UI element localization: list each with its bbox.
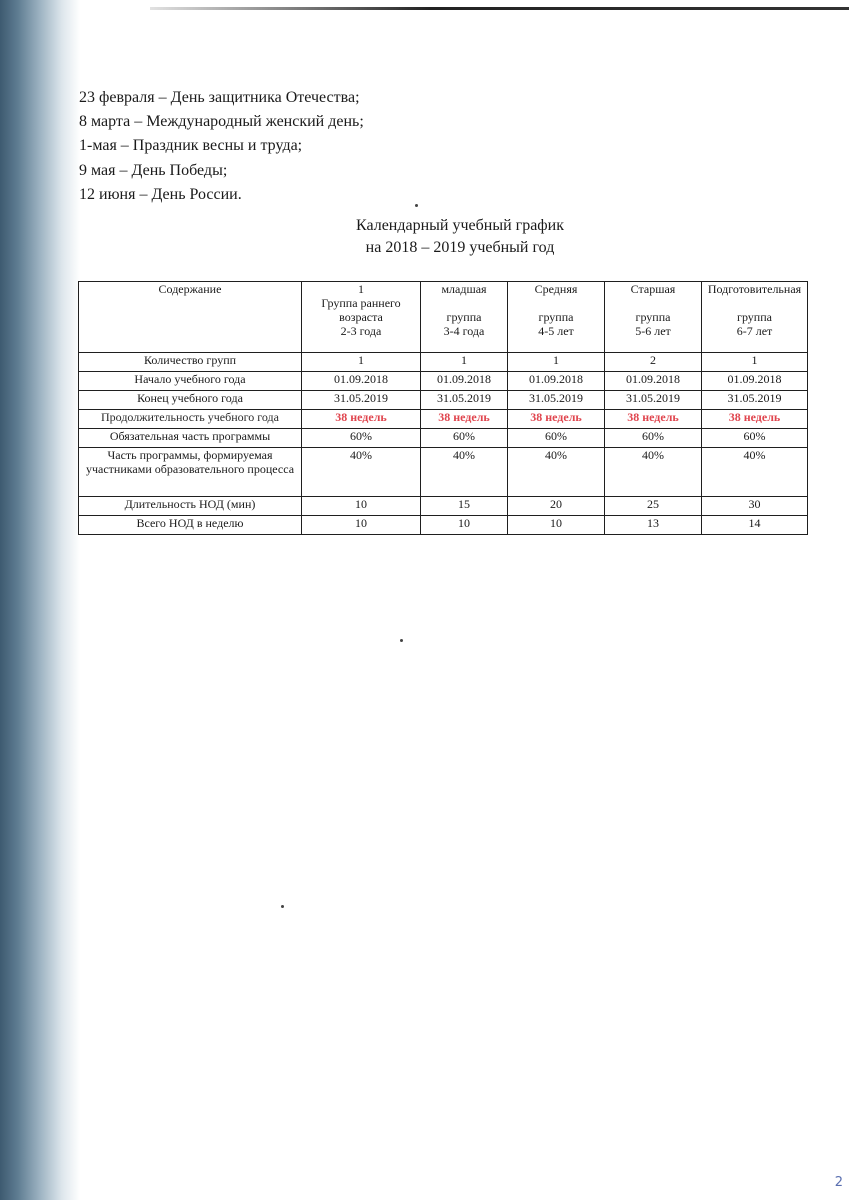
header-group-1: 1 Группа раннего возраста 2-3 года (302, 282, 421, 353)
cell-value: 60% (605, 429, 702, 448)
cell-value: 01.09.2018 (508, 372, 605, 391)
cell-value: 13 (605, 516, 702, 535)
cell-value: 60% (302, 429, 421, 448)
row-label: Конец учебного года (79, 391, 302, 410)
header-group-5: Подготовительная группа 6-7 лет (702, 282, 808, 353)
cell-value: 30 (702, 497, 808, 516)
cell-value: 31.05.2019 (508, 391, 605, 410)
page-number-mark: 2 (834, 1175, 843, 1190)
cell-value: 1 (702, 353, 808, 372)
table-row (79, 429, 808, 448)
row-label: Начало учебного года (79, 372, 302, 391)
table-row (79, 353, 808, 372)
cell-value: 38 недель (605, 410, 702, 429)
cell-value: 01.09.2018 (702, 372, 808, 391)
cell-value: 31.05.2019 (421, 391, 508, 410)
cell-value: 10 (421, 516, 508, 535)
scan-speck (281, 905, 284, 908)
table-header-row (79, 282, 808, 353)
table-row (79, 497, 808, 516)
holiday-item: 8 марта – Международный женский день; (79, 113, 364, 131)
cell-value: 10 (302, 516, 421, 535)
cell-value: 10 (302, 497, 421, 516)
document-title: Календарный учебный график (356, 217, 564, 234)
table-row (79, 448, 808, 497)
cell-value: 25 (605, 497, 702, 516)
cell-value: 20 (508, 497, 605, 516)
holiday-item: 23 февраля – День защитника Отечества; (79, 89, 360, 106)
schedule-table (78, 281, 808, 535)
cell-value: 60% (702, 429, 808, 448)
row-label: Всего НОД в неделю (79, 516, 302, 535)
cell-value: 01.09.2018 (605, 372, 702, 391)
cell-value: 40% (421, 448, 508, 497)
table-row (79, 410, 808, 429)
header-group-4: Старшая группа 5-6 лет (605, 282, 702, 353)
cell-value: 14 (702, 516, 808, 535)
cell-value: 38 недель (702, 410, 808, 429)
cell-value: 40% (605, 448, 702, 497)
scan-speck (415, 204, 418, 207)
cell-value: 31.05.2019 (302, 391, 421, 410)
scan-shadow (0, 0, 80, 1200)
cell-value: 15 (421, 497, 508, 516)
cell-value: 60% (508, 429, 605, 448)
cell-value: 01.09.2018 (302, 372, 421, 391)
cell-value: 31.05.2019 (702, 391, 808, 410)
scan-edge-line (150, 7, 849, 10)
cell-value: 1 (302, 353, 421, 372)
cell-value: 1 (508, 353, 605, 372)
table-row (79, 391, 808, 410)
header-group-3: Средняя группа 4-5 лет (508, 282, 605, 353)
cell-value: 2 (605, 353, 702, 372)
holiday-list (79, 86, 364, 207)
cell-value: 60% (421, 429, 508, 448)
cell-value: 38 недель (508, 410, 605, 429)
header-content: Содержание (79, 282, 302, 353)
row-label: Количество групп (79, 353, 302, 372)
cell-value: 40% (702, 448, 808, 497)
row-label: Часть программы, формируемая участниками образовательного процесса (79, 448, 302, 497)
table-row (79, 372, 808, 391)
table-row (79, 516, 808, 535)
cell-value: 40% (302, 448, 421, 497)
cell-value: 1 (421, 353, 508, 372)
holiday-item: 9 мая – День Победы; (79, 161, 228, 179)
cell-value: 38 недель (302, 410, 421, 429)
scan-speck (400, 639, 403, 642)
cell-value: 10 (508, 516, 605, 535)
holiday-item: 1-мая – Праздник весны и труда; (79, 137, 303, 155)
document-subtitle: на 2018 – 2019 учебный год (365, 239, 555, 256)
header-group-2: младшая группа 3-4 года (421, 282, 508, 353)
cell-value: 31.05.2019 (605, 391, 702, 410)
row-label: Обязательная часть программы (79, 429, 302, 448)
cell-value: 40% (508, 448, 605, 497)
holiday-item: 12 июня – День России. (79, 185, 242, 203)
cell-value: 38 недель (421, 410, 508, 429)
row-label: Длительность НОД (мин) (79, 497, 302, 516)
row-label: Продолжительность учебного года (79, 410, 302, 429)
cell-value: 01.09.2018 (421, 372, 508, 391)
